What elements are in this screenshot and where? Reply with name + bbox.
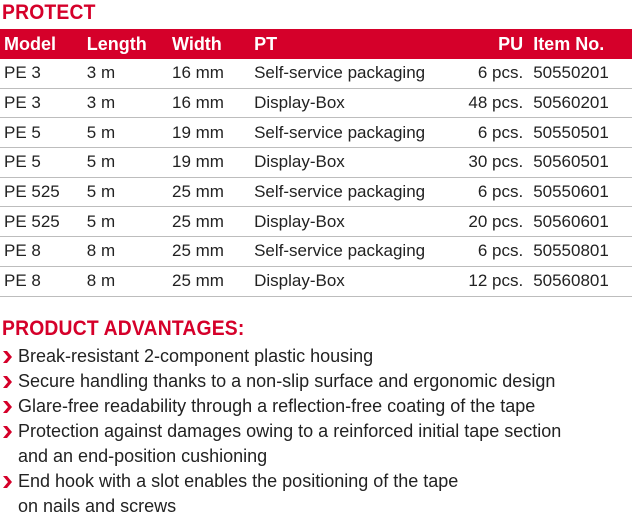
cell-width: 25 mm bbox=[168, 177, 250, 207]
cell-width: 16 mm bbox=[168, 88, 250, 118]
advantage-text: Secure handling thanks to a non-slip surface and ergonomic design bbox=[18, 371, 556, 391]
cell-item-no: 50560801 bbox=[529, 266, 632, 296]
table-row bbox=[0, 177, 632, 207]
cell-model: PE 3 bbox=[0, 59, 83, 88]
table-row bbox=[0, 237, 632, 267]
column-header-width: Width bbox=[171, 33, 222, 54]
cell-item-no: 50560201 bbox=[529, 88, 632, 118]
cell-pu: 6 pcs. bbox=[454, 177, 530, 207]
cell-item-no: 50550801 bbox=[529, 237, 632, 267]
cell-length: 3 m bbox=[83, 59, 168, 88]
cell-model: PE 5 bbox=[0, 148, 83, 178]
advantage-item bbox=[0, 469, 561, 519]
cell-length: 8 m bbox=[83, 266, 168, 296]
cell-pu: 6 pcs. bbox=[454, 59, 530, 88]
advantage-item bbox=[0, 344, 561, 369]
cell-length: 5 m bbox=[83, 118, 168, 148]
advantage-item bbox=[0, 394, 561, 419]
advantage-text: on nails and screws bbox=[18, 496, 177, 516]
advantage-text: Glare-free readability through a reflection-free coating of the tape bbox=[18, 396, 536, 416]
cell-width: 16 mm bbox=[168, 59, 250, 88]
column-header-pu: PU bbox=[498, 33, 524, 54]
cell-length: 8 m bbox=[83, 237, 168, 267]
advantages-title: PRODUCT ADVANTAGES: bbox=[2, 317, 245, 340]
cell-width: 25 mm bbox=[168, 237, 250, 267]
cell-length: 3 m bbox=[83, 88, 168, 118]
cell-item-no: 50560501 bbox=[529, 148, 632, 178]
cell-model: PE 8 bbox=[0, 237, 83, 267]
cell-model: PE 8 bbox=[0, 266, 83, 296]
cell-pu: 48 pcs. bbox=[454, 88, 530, 118]
cell-model: PE 5 bbox=[0, 118, 83, 148]
chevron-right-icon bbox=[2, 426, 12, 438]
column-header-length: Length bbox=[86, 33, 147, 54]
chevron-right-icon bbox=[2, 351, 12, 363]
cell-pu: 6 pcs. bbox=[454, 237, 530, 267]
advantage-text: Break-resistant 2-component plastic housing bbox=[18, 346, 374, 366]
cell-model: PE 3 bbox=[0, 88, 83, 118]
advantage-item bbox=[0, 419, 561, 469]
table-row bbox=[0, 266, 632, 296]
cell-pt: Self-service packaging bbox=[250, 237, 454, 267]
table-title: PROTECT bbox=[2, 1, 96, 24]
advantages-list bbox=[0, 344, 561, 519]
advantage-text: Protection against damages owing to a reinforced initial tape section bbox=[18, 421, 562, 441]
cell-pt: Self-service packaging bbox=[250, 118, 454, 148]
cell-model: PE 525 bbox=[0, 177, 83, 207]
advantage-item bbox=[0, 369, 561, 394]
cell-length: 5 m bbox=[83, 207, 168, 237]
cell-item-no: 50560601 bbox=[529, 207, 632, 237]
cell-model: PE 525 bbox=[0, 207, 83, 237]
cell-width: 25 mm bbox=[168, 207, 250, 237]
table-header-row bbox=[0, 29, 632, 59]
cell-pt: Display-Box bbox=[250, 266, 454, 296]
table-body bbox=[0, 59, 632, 296]
chevron-right-icon bbox=[2, 476, 12, 488]
column-header-item-no: Item No. bbox=[533, 33, 605, 54]
cell-width: 19 mm bbox=[168, 118, 250, 148]
cell-pt: Self-service packaging bbox=[250, 177, 454, 207]
column-header-model: Model bbox=[4, 33, 56, 54]
cell-pt: Display-Box bbox=[250, 88, 454, 118]
chevron-right-icon bbox=[2, 376, 12, 388]
cell-length: 5 m bbox=[83, 148, 168, 178]
column-header-pt: PT bbox=[254, 33, 278, 54]
cell-item-no: 50550201 bbox=[529, 59, 632, 88]
table-row bbox=[0, 207, 632, 237]
chevron-right-icon bbox=[2, 401, 12, 413]
advantage-text: and an end-position cushioning bbox=[18, 446, 268, 466]
cell-pt: Display-Box bbox=[250, 148, 454, 178]
cell-pu: 12 pcs. bbox=[454, 266, 530, 296]
table-row bbox=[0, 59, 632, 88]
cell-width: 19 mm bbox=[168, 148, 250, 178]
cell-pt: Self-service packaging bbox=[250, 59, 454, 88]
cell-width: 25 mm bbox=[168, 266, 250, 296]
table-row bbox=[0, 88, 632, 118]
cell-pt: Display-Box bbox=[250, 207, 454, 237]
table-row bbox=[0, 118, 632, 148]
cell-item-no: 50550501 bbox=[529, 118, 632, 148]
cell-pu: 6 pcs. bbox=[454, 118, 530, 148]
cell-pu: 30 pcs. bbox=[454, 148, 530, 178]
cell-pu: 20 pcs. bbox=[454, 207, 530, 237]
cell-item-no: 50550601 bbox=[529, 177, 632, 207]
spec-table bbox=[0, 29, 632, 297]
advantage-text: End hook with a slot enables the positioning of the tape bbox=[18, 471, 459, 491]
table-row bbox=[0, 148, 632, 178]
cell-length: 5 m bbox=[83, 177, 168, 207]
